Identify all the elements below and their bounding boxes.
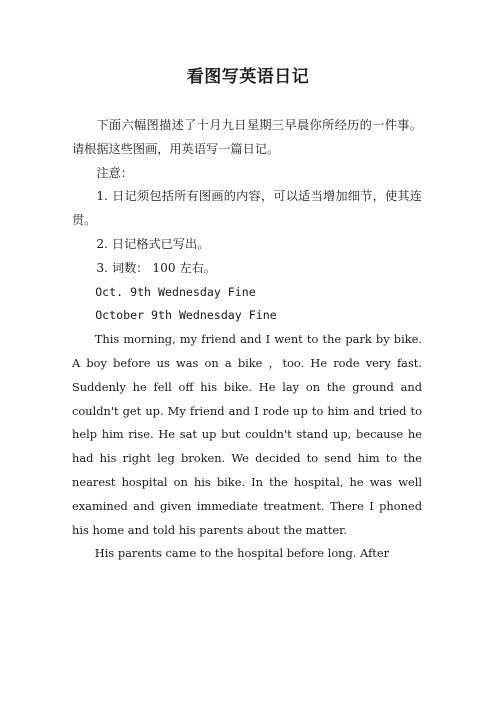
- document-body: [72, 114, 422, 566]
- note-heading: 注意：: [96, 165, 133, 180]
- instruction-paragraph: 下面六幅图描述了十月九日星期三早晨你所经历的一件事。请根据这些图画，用英语写一篇日记。: [72, 118, 422, 156]
- note-item-1: 1. 日记须包括所有图画的内容，可以适当增加细节，使其连贯。: [72, 189, 422, 228]
- diary-date-line-short: Oct. 9th Wednesday Fine: [95, 284, 256, 299]
- diary-paragraph-1: This morning, my friend and I went to the park by bike. A boy before us was on a bike ，too. He rode very fast. Suddenly he fell off his bike. He lay on the ground and couldn't get up. My friend and I rode up to him and tried to help him rise. He sat up but couldn't stand up, because he had his right leg broken. We decided to send him to the nearest hospital on his bike. In the hospital, he was well examined and given immediate treatment. There I phoned his home and told his parents about the matter.: [72, 332, 422, 537]
- diary-date-line-full: October 9th Wednesday Fine: [95, 308, 277, 323]
- diary-paragraph-2: His parents came to the hospital before long. After: [94, 546, 390, 561]
- note-item-3: 3. 词数： 100 左右。: [96, 260, 217, 275]
- note-item-2: 2. 日记格式已写出。: [96, 236, 210, 251]
- document-title: 看图写英语日记: [186, 67, 310, 87]
